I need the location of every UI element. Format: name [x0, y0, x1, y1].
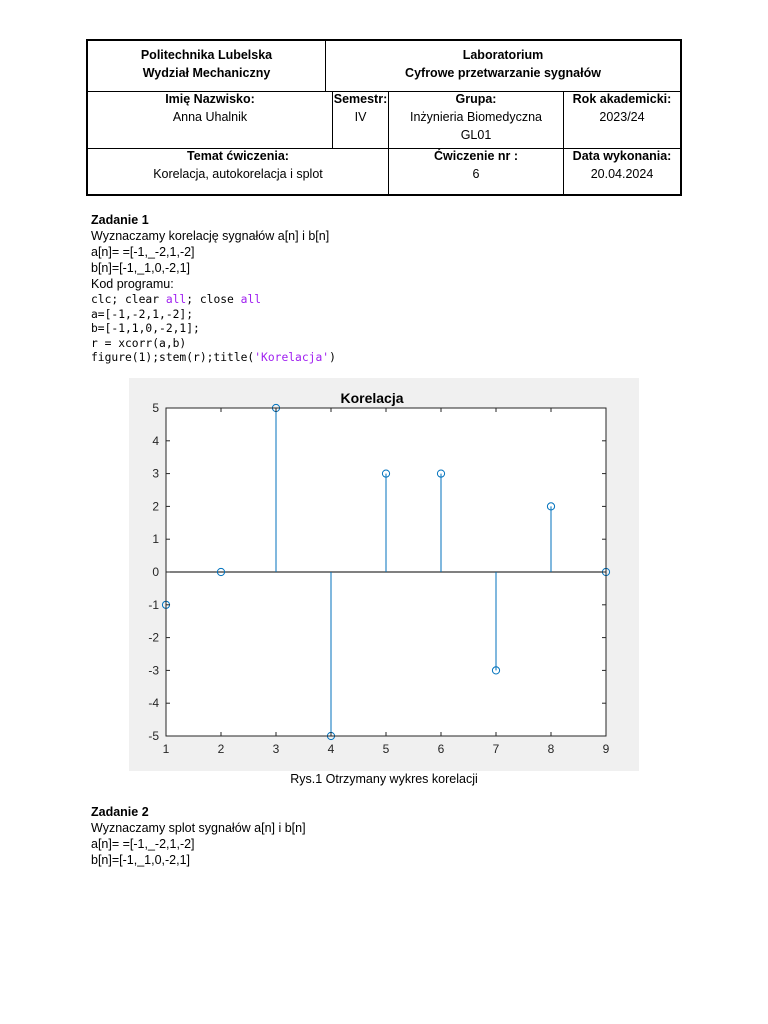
lab-subject: Cyfrowe przetwarzanie sygnałów	[405, 66, 601, 80]
code-line: b=[-1,1,0,-2,1];	[91, 322, 200, 335]
y-tick-label: -2	[148, 630, 159, 645]
group-cell	[389, 90, 563, 144]
name-value: Anna Uhalnik	[172, 110, 248, 124]
name-cell	[88, 90, 332, 126]
exercise-value: 6	[472, 167, 480, 181]
code-label: Kod programu:	[91, 277, 174, 291]
faculty-name: Wydział Mechaniczny	[142, 66, 271, 80]
y-tick-label: 4	[152, 433, 159, 448]
code-text: )	[329, 351, 336, 364]
task2-signal-a: a[n]= =[-1,_-2,1,-2]	[91, 837, 195, 851]
exercise-cell	[389, 147, 563, 183]
date-cell	[564, 147, 680, 183]
y-tick-label: 2	[152, 499, 159, 514]
y-tick-label: 0	[152, 565, 159, 579]
date-label: Data wykonania:	[572, 149, 672, 163]
task1-signal-b: b[n]=[-1,_1,0,-2,1]	[91, 261, 191, 275]
code-text: ; close	[186, 293, 241, 306]
chart-title: Korelacja	[340, 390, 404, 406]
x-tick-label: 1	[162, 742, 170, 756]
y-tick-label: 1	[152, 532, 159, 547]
y-tick-label: 5	[152, 401, 159, 415]
university-cell	[88, 46, 325, 82]
y-tick-label: 3	[152, 466, 159, 481]
task1-signal-a: a[n]= =[-1,_-2,1,-2]	[91, 245, 195, 259]
semester-cell	[333, 90, 388, 126]
group-label: Grupa:	[455, 92, 497, 106]
y-tick-label: -5	[148, 729, 159, 743]
x-tick-label: 9	[602, 742, 610, 756]
correlation-figure	[129, 378, 639, 771]
year-label: Rok akademicki:	[572, 92, 672, 106]
semester-label: Semestr:	[333, 92, 388, 106]
group-value: Inżynieria Biomedyczna	[409, 110, 542, 124]
name-label: Imię Nazwisko:	[165, 92, 255, 106]
x-tick-label: 7	[492, 742, 500, 756]
y-tick-label: -3	[148, 663, 159, 678]
lab-cell	[326, 46, 680, 82]
task2-title: Zadanie 2	[91, 805, 149, 819]
code-keyword: all	[165, 293, 187, 306]
correlation-chart	[129, 378, 639, 771]
y-tick-label: -4	[148, 696, 159, 711]
task1-description: Wyznaczamy korelację sygnałów a[n] i b[n]	[91, 229, 330, 243]
code-string: 'Korelacja'	[254, 351, 330, 364]
year-cell	[564, 90, 680, 126]
university-name: Politechnika Lubelska	[140, 48, 273, 62]
semester-value: IV	[354, 110, 367, 124]
code-block	[91, 293, 336, 366]
x-tick-label: 5	[382, 742, 390, 756]
x-tick-label: 8	[547, 742, 555, 756]
year-value: 2023/24	[599, 110, 645, 124]
header-table	[86, 39, 682, 196]
topic-cell	[88, 147, 388, 183]
task2-description: Wyznaczamy splot sygnałów a[n] i b[n]	[91, 821, 306, 835]
code-line: a=[-1,-2,1,-2];	[91, 307, 194, 321]
exercise-label: Ćwiczenie nr :	[433, 149, 519, 163]
x-tick-label: 2	[217, 742, 225, 756]
x-tick-label: 6	[437, 742, 445, 756]
lab-title: Laboratorium	[462, 48, 544, 62]
x-tick-label: 4	[327, 742, 335, 756]
code-text: clc; clear	[91, 293, 166, 306]
code-text: figure(1);stem(r);title(	[91, 351, 255, 364]
topic-label: Temat ćwiczenia:	[187, 149, 289, 163]
code-line: r = xcorr(a,b)	[91, 336, 187, 350]
x-tick-label: 3	[272, 742, 280, 756]
figure-caption: Rys.1 Otrzymany wykres korelacji	[290, 772, 478, 786]
date-value: 20.04.2024	[590, 167, 654, 181]
group-code: GL01	[460, 128, 492, 142]
topic-value: Korelacja, autokorelacja i splot	[153, 167, 323, 181]
task2-signal-b: b[n]=[-1,_1,0,-2,1]	[91, 853, 191, 867]
task1-title: Zadanie 1	[91, 213, 149, 227]
code-keyword: all	[240, 293, 262, 306]
y-tick-label: -1	[148, 597, 159, 612]
